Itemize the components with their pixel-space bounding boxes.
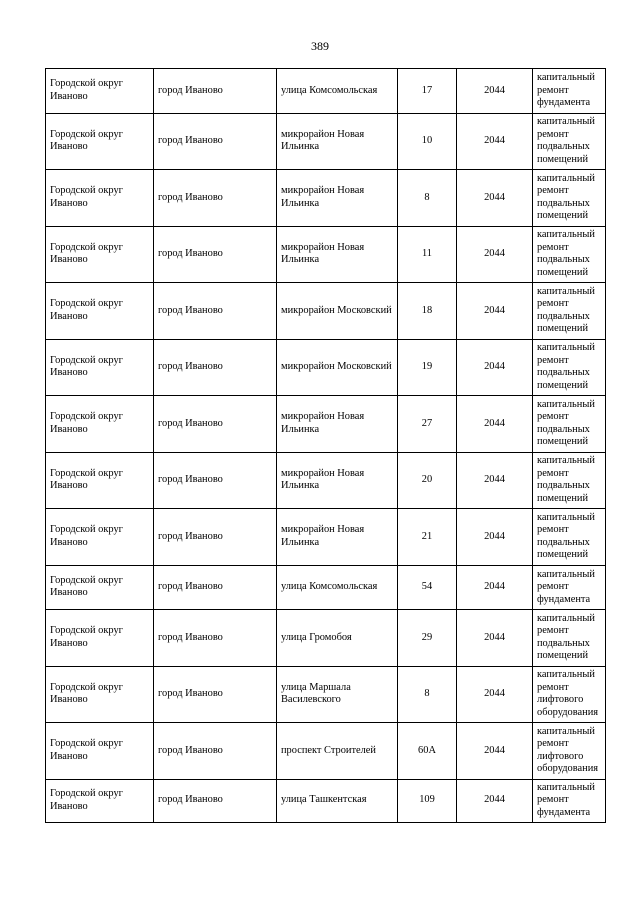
table-row [46, 666, 606, 723]
table-row [46, 339, 606, 396]
work-type-cell: капитальный ремонт подвальных помещений [533, 339, 606, 396]
table-row [46, 113, 606, 170]
city-cell: город Иваново [154, 666, 277, 723]
table-row [46, 723, 606, 780]
house-number-cell: 109 [398, 779, 457, 822]
table-row [46, 283, 606, 340]
work-type-cell: капитальный ремонт фундамента [533, 779, 606, 822]
registry-table [45, 68, 606, 823]
table-row [46, 509, 606, 566]
city-cell: город Иваново [154, 396, 277, 453]
work-type-cell: капитальный ремонт подвальных помещений [533, 396, 606, 453]
street-cell: микрорайон Новая Ильинка [277, 452, 398, 509]
year-cell: 2044 [457, 226, 533, 283]
district-cell: Городской округ Иваново [46, 779, 154, 822]
district-cell: Городской округ Иваново [46, 509, 154, 566]
district-cell: Городской округ Иваново [46, 610, 154, 667]
house-number-cell: 8 [398, 170, 457, 227]
street-cell: улица Ташкентская [277, 779, 398, 822]
house-number-cell: 19 [398, 339, 457, 396]
year-cell: 2044 [457, 509, 533, 566]
district-cell: Городской округ Иваново [46, 396, 154, 453]
work-type-cell: капитальный ремонт подвальных помещений [533, 170, 606, 227]
year-cell: 2044 [457, 339, 533, 396]
street-cell: микрорайон Новая Ильинка [277, 170, 398, 227]
house-number-cell: 10 [398, 113, 457, 170]
work-type-cell: капитальный ремонт подвальных помещений [533, 509, 606, 566]
year-cell: 2044 [457, 723, 533, 780]
city-cell: город Иваново [154, 509, 277, 566]
work-type-cell: капитальный ремонт фундамента [533, 69, 606, 114]
city-cell: город Иваново [154, 339, 277, 396]
district-cell: Городской округ Иваново [46, 226, 154, 283]
work-type-cell: капитальный ремонт подвальных помещений [533, 610, 606, 667]
year-cell: 2044 [457, 69, 533, 114]
table-row [46, 565, 606, 610]
house-number-cell: 60А [398, 723, 457, 780]
city-cell: город Иваново [154, 565, 277, 610]
year-cell: 2044 [457, 610, 533, 667]
house-number-cell: 20 [398, 452, 457, 509]
table-row [46, 226, 606, 283]
house-number-cell: 21 [398, 509, 457, 566]
street-cell: улица Комсомольская [277, 565, 398, 610]
table-row [46, 610, 606, 667]
district-cell: Городской округ Иваново [46, 723, 154, 780]
district-cell: Городской округ Иваново [46, 170, 154, 227]
city-cell: город Иваново [154, 170, 277, 227]
year-cell: 2044 [457, 170, 533, 227]
district-cell: Городской округ Иваново [46, 283, 154, 340]
year-cell: 2044 [457, 396, 533, 453]
district-cell: Городской округ Иваново [46, 666, 154, 723]
street-cell: проспект Строителей [277, 723, 398, 780]
work-type-cell: капитальный ремонт подвальных помещений [533, 452, 606, 509]
street-cell: улица Маршала Василевского [277, 666, 398, 723]
work-type-cell: капитальный ремонт подвальных помещений [533, 226, 606, 283]
city-cell: город Иваново [154, 283, 277, 340]
street-cell: микрорайон Московский [277, 339, 398, 396]
city-cell: город Иваново [154, 69, 277, 114]
house-number-cell: 29 [398, 610, 457, 667]
work-type-cell: капитальный ремонт лифтового оборудования [533, 723, 606, 780]
house-number-cell: 17 [398, 69, 457, 114]
city-cell: город Иваново [154, 610, 277, 667]
work-type-cell: капитальный ремонт подвальных помещений [533, 113, 606, 170]
street-cell: микрорайон Московский [277, 283, 398, 340]
district-cell: Городской округ Иваново [46, 113, 154, 170]
street-cell: микрорайон Новая Ильинка [277, 396, 398, 453]
year-cell: 2044 [457, 565, 533, 610]
year-cell: 2044 [457, 779, 533, 822]
year-cell: 2044 [457, 666, 533, 723]
table-row [46, 452, 606, 509]
work-type-cell: капитальный ремонт подвальных помещений [533, 283, 606, 340]
table-row [46, 396, 606, 453]
page-number: 389 [311, 39, 329, 53]
city-cell: город Иваново [154, 723, 277, 780]
year-cell: 2044 [457, 113, 533, 170]
table-row [46, 170, 606, 227]
street-cell: микрорайон Новая Ильинка [277, 509, 398, 566]
work-type-cell: капитальный ремонт фундамента [533, 565, 606, 610]
year-cell: 2044 [457, 283, 533, 340]
house-number-cell: 18 [398, 283, 457, 340]
house-number-cell: 11 [398, 226, 457, 283]
street-cell: микрорайон Новая Ильинка [277, 113, 398, 170]
year-cell: 2044 [457, 452, 533, 509]
district-cell: Городской округ Иваново [46, 69, 154, 114]
street-cell: улица Громобоя [277, 610, 398, 667]
table-row [46, 779, 606, 822]
city-cell: город Иваново [154, 779, 277, 822]
district-cell: Городской округ Иваново [46, 339, 154, 396]
house-number-cell: 54 [398, 565, 457, 610]
work-type-cell: капитальный ремонт лифтового оборудования [533, 666, 606, 723]
city-cell: город Иваново [154, 113, 277, 170]
city-cell: город Иваново [154, 226, 277, 283]
house-number-cell: 27 [398, 396, 457, 453]
street-cell: улица Комсомольская [277, 69, 398, 114]
street-cell: микрорайон Новая Ильинка [277, 226, 398, 283]
registry-table-body [46, 69, 606, 823]
district-cell: Городской округ Иваново [46, 452, 154, 509]
house-number-cell: 8 [398, 666, 457, 723]
table-row [46, 69, 606, 114]
city-cell: город Иваново [154, 452, 277, 509]
district-cell: Городской округ Иваново [46, 565, 154, 610]
